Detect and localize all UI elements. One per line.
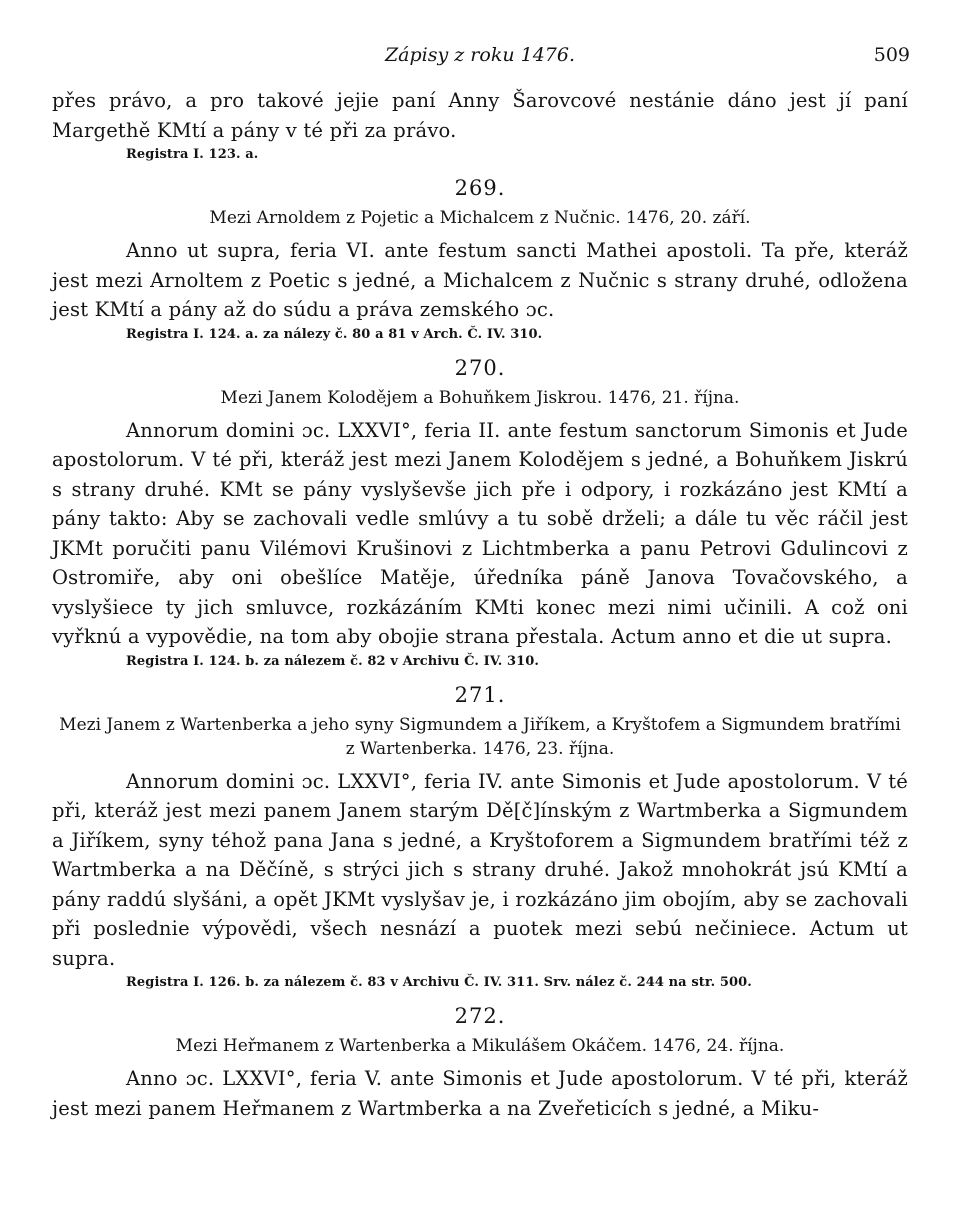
entry-text: Anno ɔc. LXXVI°, feria V. ante Simonis et Jude apostolorum. V té při, kteráž jest mezi panem Heřmanem z Wartmberka a na Zveřeticích s jedné, a Miku- [52, 1067, 908, 1120]
entry-271 [52, 682, 908, 992]
entry-heading: Mezi Janem z Wartenberka a jeho syny Sigmundem a Jiříkem, a Kryštofem a Sigmundem bratřími z Wartenberka. 1476, 23. října. [59, 714, 901, 759]
entry-heading: Mezi Arnoldem z Pojetic a Michalcem z Nučnic. 1476, 20. září. [209, 208, 751, 228]
entry-269 [52, 175, 908, 343]
entry-registry-note: Registra I. 126. b. za nálezem č. 83 v Archivu Č. IV. 311. Srv. nález č. 244 na str. 500. [126, 975, 752, 990]
page-number: 509 [873, 44, 910, 66]
entry-text: Annorum domini ɔc. LXXVI°, feria II. ante festum sanctorum Simonis et Jude apostolorum. V té při, kteráž jest mezi Janem Kolodějem s jedné, a Bohuňkem Jiskrú s strany druhé. KMt se pány vyslyševše jich pře i odpory, i rozkázáno jest KMtí a pány takto: Aby se zachovali vedle smlúvy a tu sobě drželi; a dále tu věc ráčil jest JKMt poručiti panu Vilémovi Krušinovi z Lichtmberka a panu Petrovi Gdulincovi z Ostromiře, aby oni obešlíce Matěje, úředníka páně Janova Tovačovského, a vyslyšiece ty jich smluvce, rozkázáním KMti konec mezi nimi učinili. A což oni vyřknú a vypovědie, na tom aby obojie strana přestala. Actum anno et die ut supra. [52, 418, 908, 648]
entry-number: 270. [454, 355, 506, 380]
entry-heading: Mezi Heřmanem z Wartenberka a Mikulášem Okáčem. 1476, 24. října. [175, 1036, 785, 1056]
entry-number: 271. [454, 682, 506, 707]
entry-272 [52, 1003, 908, 1123]
entry-text: Anno ut supra, feria VI. ante festum sancti Mathei apostoli. Ta pře, kteráž jest mezi Arnoltem z Poetic s jedné, a Michalcem z Nučnic s strany druhé, odložena jest KMtí a pány až do súdu a práva zemského ɔc. [52, 239, 908, 321]
continuation-paragraph: přes právo, a pro takové jejie paní Anny Šarovcové nestánie dáno jest jí paní Margethě KMtí a pány v té při za právo. [52, 89, 908, 142]
entry-270 [52, 355, 908, 670]
entry-heading: Mezi Janem Kolodějem a Bohuňkem Jiskrou. 1476, 21. října. [220, 387, 740, 408]
entry-registry-note: Registra I. 124. a. za nálezy č. 80 a 81 v Arch. Č. IV. 310. [126, 326, 543, 342]
running-header: Zápisy z roku 1476. [384, 44, 576, 66]
continuation-registry-note: Registra I. 123. a. [126, 147, 259, 162]
entry-text: Annorum domini ɔc. LXXVI°, feria IV. ante Simonis et Jude apostolorum. V té při, kteráž jest mezi panem Janem starým Dě[č]ínským z Wartmberka a Sigmundem a Jiříkem, syny téhož pana Jana s jedné, a Kryštoforem a Sigmundem bratřími též z Wartmberka a na Děčíně, s strýci jich s strany druhé. Jakož mnohokrát jsú KMtí a pány raddú slyšáni, a opět JKMt vyslyšav je, i rozkázáno jim obojím, aby se zachovali při poslednie výpovědi, všech nesnází a puotek mezi sebú nečiniece. Actum ut supra. [52, 769, 908, 970]
entry-registry-note: Registra I. 124. b. za nálezem č. 82 v Archivu Č. IV. 310. [126, 653, 540, 669]
page-body [52, 86, 908, 1123]
entry-number: 272. [454, 1004, 506, 1028]
entry-number: 269. [454, 176, 506, 200]
